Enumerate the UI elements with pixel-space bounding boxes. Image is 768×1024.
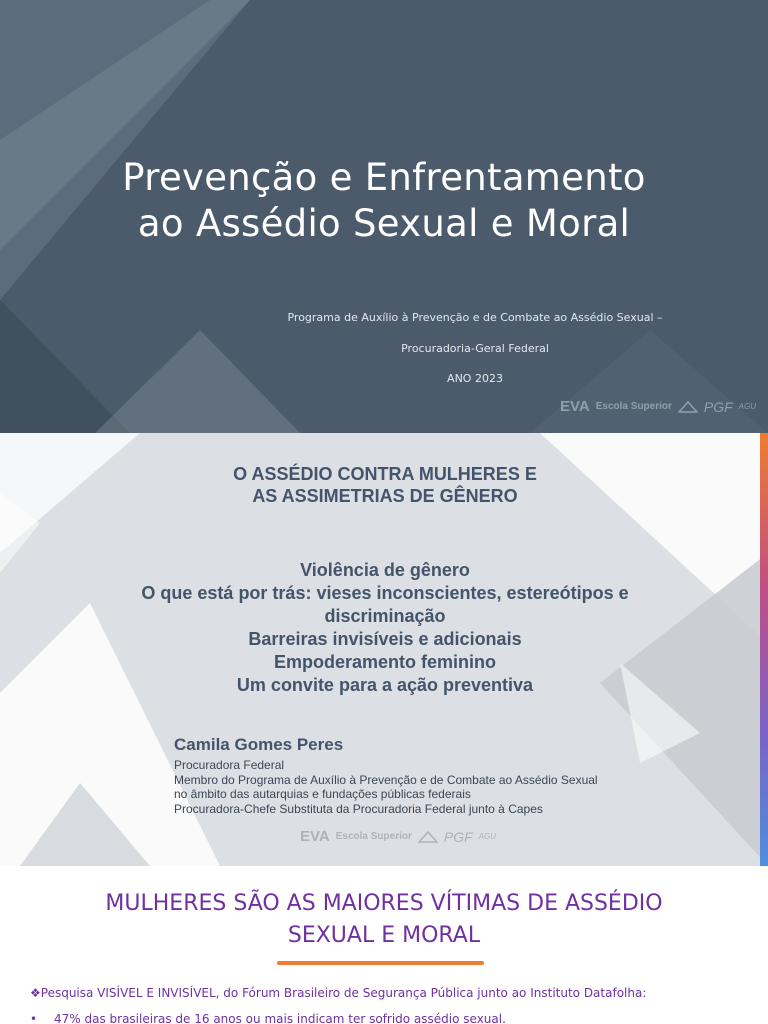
subtitle-org: Procuradoria-Geral Federal — [401, 342, 549, 355]
topic-item: Violência de gênero — [300, 560, 470, 580]
escola-emblem-icon — [418, 830, 438, 844]
eva-logo: EVA — [560, 398, 590, 415]
pgf-logo: PGF — [443, 828, 473, 845]
diamond-bullet-icon: ❖ — [30, 986, 41, 1000]
eva-logo: EVA — [300, 828, 330, 845]
stat-highlight: 47% — [54, 1012, 81, 1024]
escola-emblem-icon — [678, 400, 698, 414]
author-role: Procuradora Federal — [174, 758, 285, 772]
pgf-logo: PGF — [703, 398, 733, 415]
escola-logo: Escola Superior — [335, 831, 412, 842]
slide3-title — [60, 888, 708, 952]
title-line-1: MULHERES SÃO AS MAIORES VÍTIMAS DE ASSÉDIO — [105, 891, 663, 916]
subtitle-program: Programa de Auxílio à Prevenção e de Combate ao Assédio Sexual – — [287, 311, 663, 324]
slide2-heading — [100, 463, 670, 507]
author-name: Camila Gomes Peres — [174, 735, 344, 754]
slide2-accent-bar — [760, 433, 768, 866]
bullet-statistic — [30, 1012, 506, 1024]
bullet-text: Pesquisa VISÍVEL E INVISÍVEL, do Fórum Brasileiro de Segurança Pública junto ao Instituto Datafolha: — [40, 986, 647, 1000]
topic-item: discriminação — [324, 606, 446, 626]
dot-bullet-icon: • — [30, 1012, 38, 1024]
author-role: no âmbito das autarquias e fundações públicas federais — [174, 787, 471, 801]
title-line-2: SEXUAL E MORAL — [287, 923, 481, 948]
title-line-1: Prevenção e Enfrentamento — [122, 156, 646, 199]
bullet-text: das brasileiras de 16 anos ou mais indicam ter sofrido assédio sexual. — [80, 1012, 506, 1024]
slide-presentation — [0, 433, 768, 866]
title-line-2: ao Assédio Sexual e Moral — [137, 202, 631, 245]
agu-logo: AGU — [478, 832, 496, 841]
slide1-title — [30, 155, 738, 247]
slide2-logos — [300, 828, 496, 845]
topic-item: Barreiras invisíveis e adicionais — [248, 629, 522, 649]
topics-list — [100, 559, 670, 697]
author-block — [174, 735, 598, 816]
slide1-logos — [560, 398, 756, 415]
agu-logo: AGU — [738, 402, 756, 411]
topic-item: Empoderamento feminino — [273, 652, 497, 672]
slide-title — [0, 0, 768, 433]
topic-item: O que está por trás: vieses inconscientes, estereótipos e — [141, 583, 629, 603]
bullet-research — [30, 986, 646, 1000]
slide-statistics — [0, 866, 768, 1024]
heading-line-2: AS ASSIMETRIAS DE GÊNERO — [252, 486, 518, 506]
topic-item: Um convite para a ação preventiva — [236, 675, 534, 695]
heading-line-1: O ASSÉDIO CONTRA MULHERES E — [233, 464, 537, 484]
title-underline — [277, 961, 484, 965]
author-role: Procuradora-Chefe Substituta da Procuradoria Federal junto à Capes — [174, 801, 543, 816]
author-role: Membro do Programa de Auxílio à Prevenção e de Combate ao Assédio Sexual — [174, 772, 598, 787]
escola-logo: Escola Superior — [595, 401, 672, 412]
subtitle-year: ANO 2023 — [447, 372, 503, 385]
